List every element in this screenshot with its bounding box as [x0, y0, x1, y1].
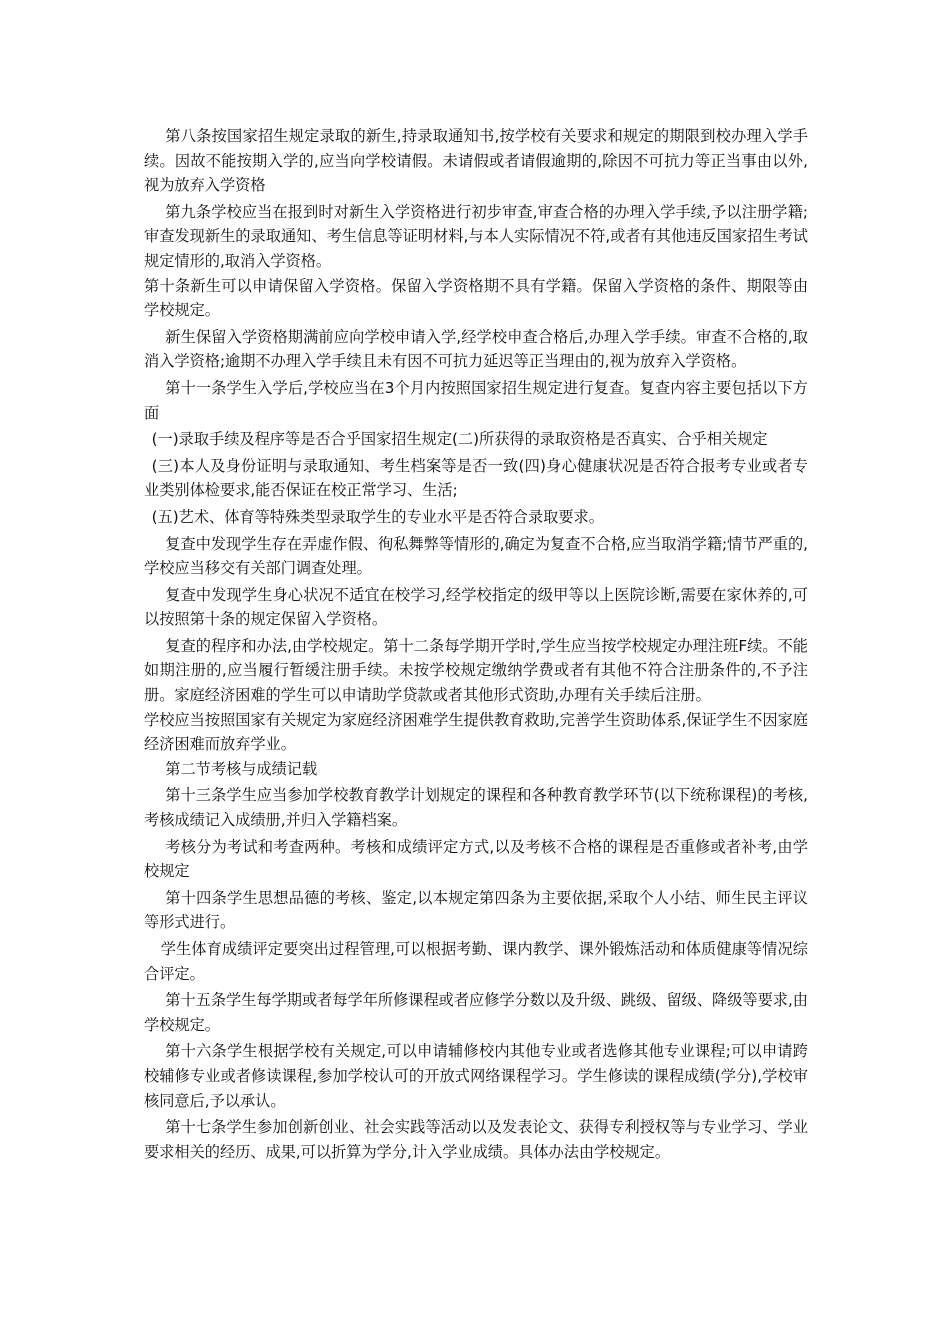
paragraph-exam-types: 考核分为考试和考查两种。考核和成绩评定方式,以及考核不合格的课程是否重修或者补考,由学校规定	[144, 837, 808, 881]
paragraph-article-17: 第十七条学生参加创新创业、社会实践等活动以及发表论文、获得专利授权等与专业学习、学业要求相关的经历、成果,可以折算为学分,计入学业成绩。具体办法由学校规定。	[144, 1118, 808, 1161]
paragraph-item-1-2: (一)录取手续及程序等是否合乎国家招生规定(二)所获得的录取资格是否真实、合乎相关规定	[151, 430, 768, 449]
paragraph-fraud-review: 复查中发现学生存在弄虚作假、徇私舞弊等情形的,确定为复查不合格,应当取消学籍;情节严重的,学校应当移交有关部门调查处理。	[144, 534, 808, 578]
paragraph-article-10: 第十条新生可以申请保留入学资格。保留入学资格期不具有学籍。保留入学资格的条件、期限等由学校规定。	[144, 276, 808, 320]
document-body	[144, 124, 808, 1164]
paragraph-item-3-4: (三)本人及身份证明与录取通知、考生档案等是否一致(四)身心健康状况是否符合报考专业或者专业类别体检要求,能否保证在校正常学习、生活;	[144, 456, 808, 500]
paragraph-article-13: 第十三条学生应当参加学校教育教学计划规定的课程和各种教育教学环节(以下统称课程)的考核,考核成绩记入成绩册,并归入学籍档案。	[144, 786, 808, 830]
paragraph-article-12: 复查的程序和办法,由学校规定。第十二条每学期开学时,学生应当按学校规定办理注班F续。不能如期注册的,应当履行暂缓注册手续。未按学校规定缴纳学费或者有其他不符合注册条件的,不予注册。家庭经济困难的学生可以申请助学贷款或者其他形式资助,办理有关手续后注册。	[144, 636, 808, 705]
paragraph-reserve-admission: 新生保留入学资格期满前应向学校申请入学,经学校申查合格后,办理入学手续。审查不合格的,取消入学资格;逾期不办理入学手续且未有因不可抗力延迟等正当理由的,视为放弃入学资格。	[144, 327, 808, 371]
section-heading-assessment: 第二节考核与成绩记载	[165, 759, 318, 778]
paragraph-article-8: 第八条按国家招生规定录取的新生,持录取通知书,按学校有关要求和规定的期限到校办理入学手续。因故不能按期入学的,应当向学校请假。未请假或者请假逾期的,除因不可抗力等正当事由以外,视为放弃入学资格	[144, 127, 808, 195]
paragraph-health-review: 复查中发现学生身心状况不适宜在校学习,经学校指定的级甲等以上医院诊断,需要在家休养的,可以按照第十条的规定保留入学资格。	[144, 585, 808, 629]
paragraph-article-16: 第十六条学生根据学校有关规定,可以申请辅修校内其他专业或者选修其他专业课程;可以申请跨校辅修专业或者修读课程,参加学校认可的开放式网络课程学习。学生修读的课程成绩(学分),学校审核同意后,予以承认。	[144, 1042, 808, 1110]
paragraph-article-9: 第九条学校应当在报到时对新生入学资格进行初步审查,审查合格的办理入学手续,予以注册学籍;审查发现新生的录取通知、考生信息等证明材料,与本人实际情况不符,或者有其他违反国家招生考试规定情形的,取消入学资格。	[144, 202, 808, 270]
paragraph-item-5: (五)艺术、体育等特殊类型录取学生的专业水平是否符合录取要求。	[151, 507, 604, 526]
paragraph-article-14: 第十四条学生思想品德的考核、鉴定,以本规定第四条为主要依据,采取个人小结、师生民主评议等形式进行。	[144, 888, 808, 932]
paragraph-financial-aid: 学校应当按照国家有关规定为家庭经济困难学生提供教育救助,完善学生资助体系,保证学生不因家庭经济困难而放弃学业。	[144, 710, 808, 754]
paragraph-pe-grades: 学生体育成绩评定要突出过程管理,可以根据考勤、课内教学、课外锻炼活动和体质健康等情况综合评定。	[144, 940, 808, 983]
paragraph-article-11: 第十一条学生入学后,学校应当在3个月内按照国家招生规定进行复查。复查内容主要包括以下方面	[144, 378, 808, 422]
paragraph-article-15: 第十五条学生每学期或者每学年所修课程或者应修学分数以及升级、跳级、留级、降级等要求,由学校规定。	[144, 991, 808, 1034]
